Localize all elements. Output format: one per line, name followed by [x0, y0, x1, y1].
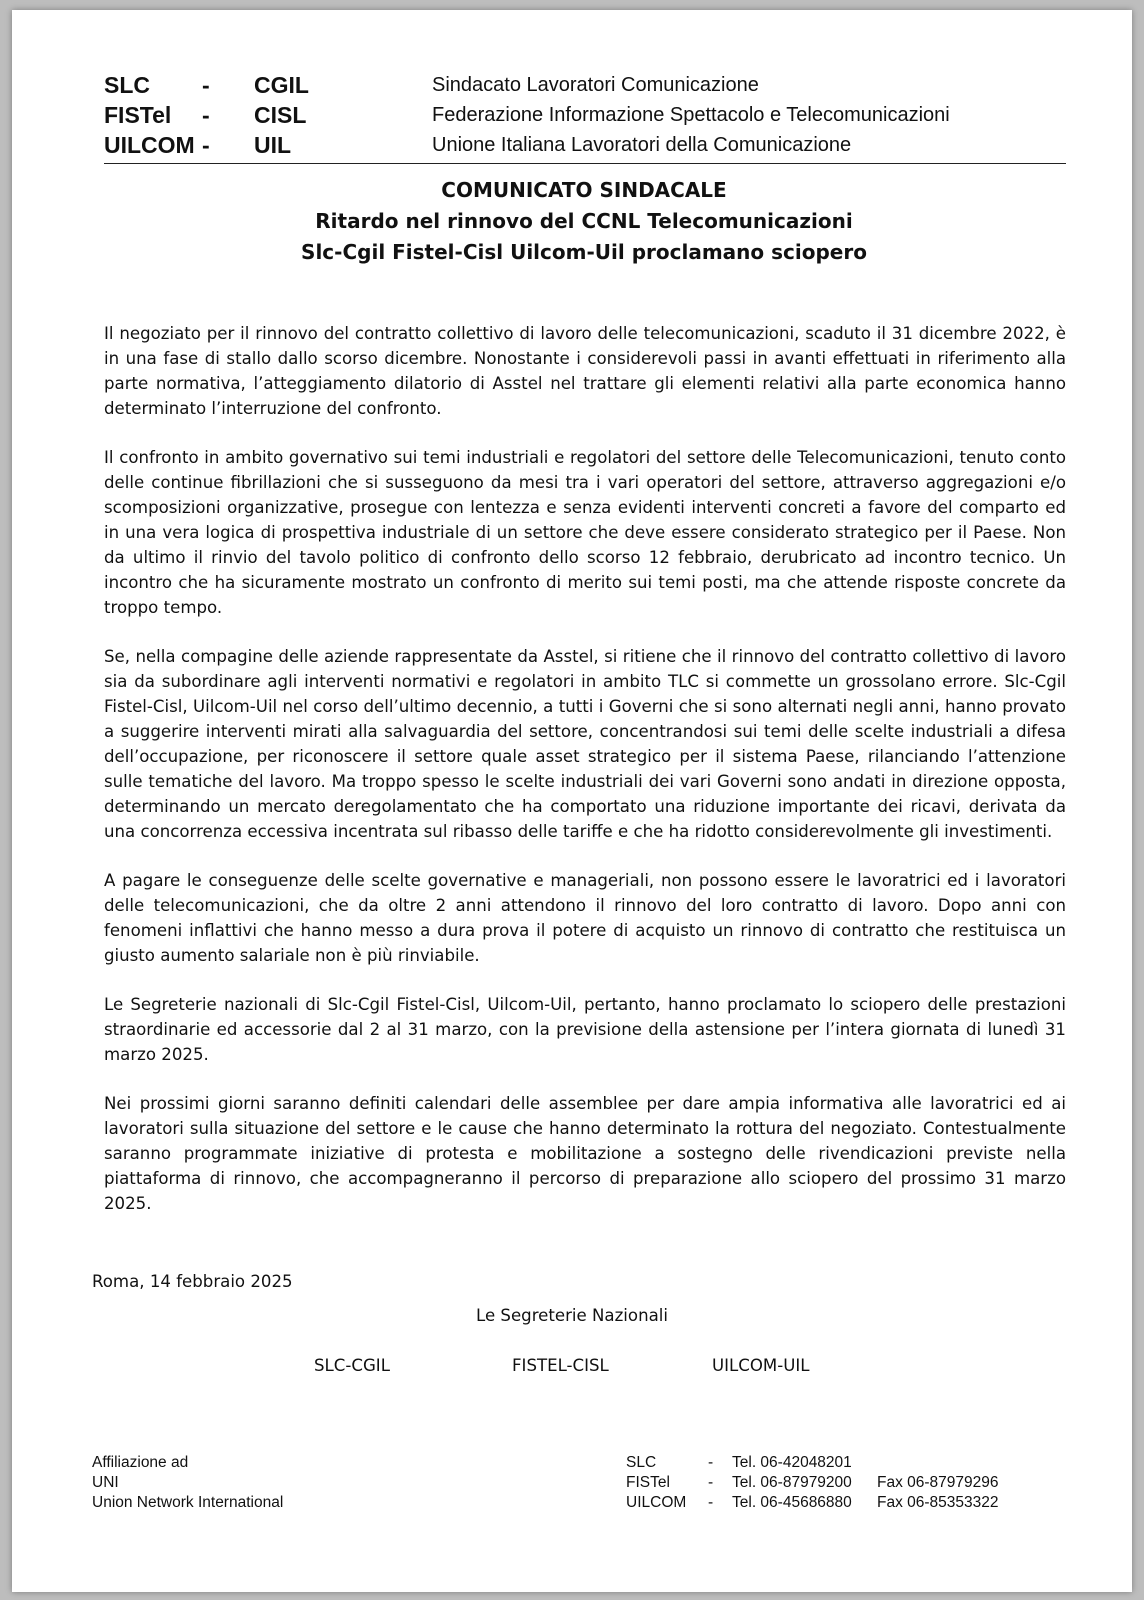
separator: - [708, 1474, 714, 1491]
contact-code: SLC [626, 1454, 657, 1471]
footer-line: UNI [92, 1474, 119, 1491]
signature-union: FISTEL-CISL [512, 1356, 609, 1375]
document-title: COMUNICATO SINDACALE [441, 178, 727, 202]
contact-code: UILCOM [626, 1494, 687, 1511]
footer-line: Affiliazione ad [92, 1454, 189, 1471]
contact-tel: Tel. 06-45686880 [732, 1494, 852, 1511]
union-code: FISTel [104, 101, 172, 128]
separator: - [202, 131, 210, 158]
separator: - [202, 101, 210, 128]
contact-row [626, 1453, 999, 1473]
contact-fax: Fax 06-87979296 [877, 1474, 999, 1491]
separator: - [708, 1454, 714, 1471]
letterhead-row [104, 130, 1066, 160]
body-paragraph: Le Segreterie nazionali di Slc-Cgil Fistel-Cisl, Uilcom-Uil, pertanto, hanno proclamato lo sciopero delle prestazioni straordinarie ed accessorie dal 2 al 31 marzo, con la previsione della astensione per l’intera giornata di lunedì 31 marzo 2025. [104, 995, 1066, 1064]
confederation: CGIL [254, 71, 309, 98]
footer-contacts [626, 1453, 999, 1513]
document-body [104, 321, 1066, 1240]
document-subtitle: Ritardo nel rinnovo del CCNL Telecomunicazioni [315, 209, 853, 233]
union-full-name: Federazione Informazione Spettacolo e Telecomunicazioni [432, 103, 950, 126]
separator: - [202, 71, 210, 98]
contact-code: FISTel [626, 1474, 670, 1491]
contact-row [626, 1493, 999, 1513]
union-code: SLC [104, 71, 150, 98]
separator: - [708, 1494, 714, 1511]
document-subtitle: Slc-Cgil Fistel-Cisl Uilcom-Uil proclamano sciopero [301, 240, 867, 264]
signature-heading: Le Segreterie Nazionali [476, 1306, 668, 1325]
place-date: Roma, 14 febbraio 2025 [92, 1272, 293, 1291]
letterhead-row [104, 100, 1066, 130]
contact-tel: Tel. 06-42048201 [732, 1454, 852, 1471]
footer-affiliation [92, 1453, 283, 1513]
confederation: CISL [254, 101, 307, 128]
union-full-name: Unione Italiana Lavoratori della Comunicazione [432, 133, 852, 156]
union-code: UILCOM [104, 131, 195, 158]
contact-row [626, 1473, 999, 1493]
contact-tel: Tel. 06-87979200 [732, 1474, 852, 1491]
confederation: UIL [254, 131, 292, 158]
body-paragraph: A pagare le conseguenze delle scelte governative e manageriali, non possono essere le lavoratrici ed i lavoratori delle telecomunicazioni, che da oltre 2 anni attendono il rinnovo del loro contratto di lavoro. Dopo anni con fenomeni inflattivi che hanno messo a dura prova il potere di acquisto un rinnovo di contratto che restituisca un giusto aumento salariale non è più rinviabile. [104, 871, 1066, 965]
body-paragraph: Nei prossimi giorni saranno definiti calendari delle assemblee per dare ampia informativa alle lavoratrici ed ai lavoratori sulla situazione del settore e le cause che hanno determinato la rottura del negoziato. Contestualmente saranno programmate iniziative di protesta e mobilitazione a sostegno delle rivendicazioni previste nella piattaforma di rinnovo, che accompagneranno il percorso di preparazione allo sciopero del prossimo 31 marzo 2025. [104, 1094, 1066, 1213]
signature-union: UILCOM-UIL [712, 1356, 810, 1375]
contact-fax: Fax 06-85353322 [877, 1494, 999, 1511]
document-page [12, 10, 1132, 1592]
letterhead-row [104, 70, 1066, 100]
letterhead [104, 70, 1066, 164]
body-paragraph: Il negoziato per il rinnovo del contratto collettivo di lavoro delle telecomunicazioni, scaduto il 31 dicembre 2022, è in una fase di stallo dallo scorso dicembre. Nonostante i considerevoli passi in avanti effettuati in riferimento alla parte normativa, l’atteggiamento dilatorio di Asstel nel trattare gli elementi relativi alla parte economica hanno determinato l’interruzione del confronto. [104, 324, 1066, 418]
footer-line: Union Network International [92, 1494, 284, 1511]
body-paragraph: Se, nella compagine delle aziende rappresentate da Asstel, si ritiene che il rinnovo del contratto collettivo di lavoro sia da subordinare agli interventi normativi e regolatori in ambito TLC si commette un grossolano errore. Slc-Cgil Fistel-Cisl, Uilcom-Uil nel corso dell’ultimo decennio, a tutti i Governi che si sono alternati negli anni, hanno provato a suggerire interventi mirati alla salvaguardia del settore, concentrandosi sui temi delle scelte industriali a difesa dell’occupazione, per riconoscere il settore quale asset strategico per il sistema Paese, rilanciando l’attenzione sulle tematiche del lavoro. Ma troppo spesso le scelte industriali dei vari Governi sono andati in direzione opposta, determinando un mercato deregolamentato che ha comportato una riduzione importante dei ricavi, derivata da una concorrenza eccessiva incentrata sul ribasso delle tariffe e che ha ridotto considerevolmente gli investimenti. [104, 647, 1066, 841]
union-full-name: Sindacato Lavoratori Comunicazione [432, 73, 759, 96]
signature-union: SLC-CGIL [314, 1356, 390, 1375]
body-paragraph: Il confronto in ambito governativo sui temi industriali e regolatori del settore delle Telecomunicazioni, tenuto conto delle continue fibrillazioni che si susseguono da mesi tra i vari operatori del settore, attraverso aggregazioni e/o scomposizioni organizzative, prosegue con lentezza e senza evidenti interventi concreti a favore del comparto ed in una vera logica di prospettiva industriale di un settore che deve essere considerato strategico per il Paese. Non da ultimo il rinvio del tavolo politico di confronto dello scorso 12 febbraio, derubricato ad incontro tecnico. Un incontro che ha sicuramente mostrato un confronto di merito sui temi posti, ma che attende risposte concrete da troppo tempo. [104, 448, 1066, 617]
